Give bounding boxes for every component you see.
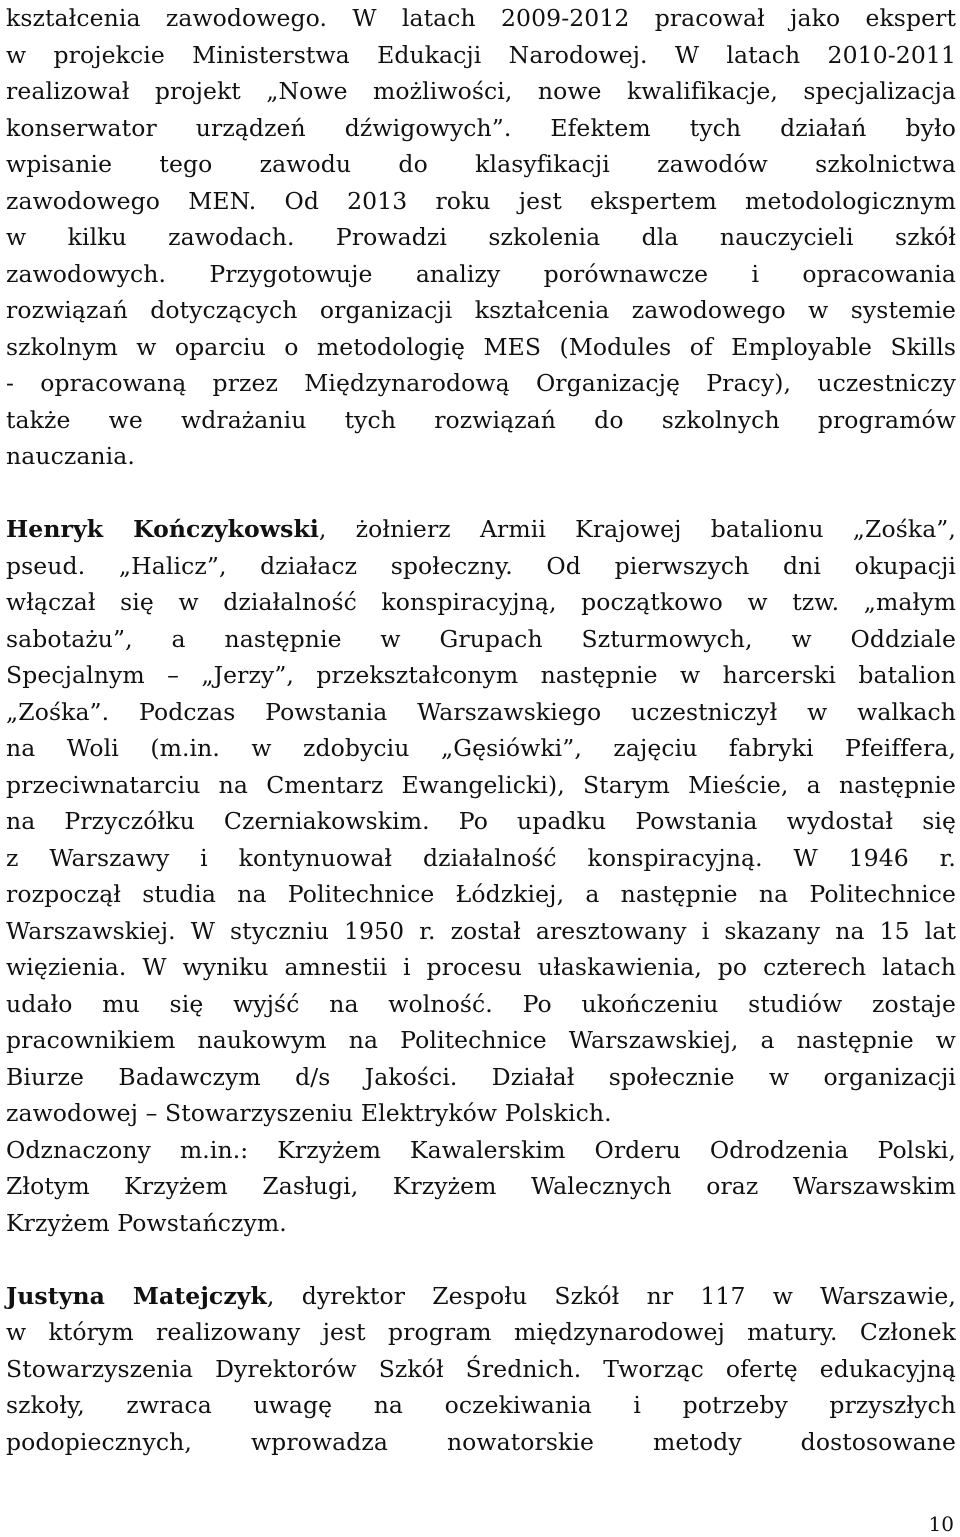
text-run: , dyrektor Zespołu Szkół nr 117 w Warszawie, <box>266 1281 956 1310</box>
text-line: zawodowego MEN. Od 2013 roku jest ekspertem metodologicznym <box>6 186 956 215</box>
paragraph-spacer <box>6 1241 956 1278</box>
page-number: 10 <box>928 1512 954 1536</box>
paragraph-3 <box>6 1278 956 1461</box>
text-line: nauczania. <box>6 442 135 470</box>
text-line: także we wdrażaniu tych rozwiązań do szkolnych programów <box>6 405 956 434</box>
text-line: w projekcie Ministerstwa Edukacji Narodowej. W latach 2010-2011 <box>6 40 956 69</box>
text-line: na Woli (m.in. w zdobyciu „Gęsiówki”, zajęciu fabryki Pfeiffera, <box>6 734 956 762</box>
text-line: kształcenia zawodowego. W latach 2009-2012 pracował jako ekspert <box>6 4 956 32</box>
text-line <box>6 1278 956 1315</box>
text-line: w kilku zawodach. Prowadzi szkolenia dla nauczycieli szkół <box>6 223 956 251</box>
text-line: pseud. „Halicz”, działacz społeczny. Od pierwszych dni okupacji <box>6 551 956 580</box>
text-line: Stowarzyszenia Dyrektorów Szkół Średnich. Tworząc ofertę edukacyjną <box>6 1354 956 1383</box>
text-line: udało mu się wyjść na wolność. Po ukończeniu studiów zostaje <box>6 989 956 1018</box>
text-line: Krzyżem Powstańczym. <box>6 1208 287 1237</box>
text-line: - opracowaną przez Międzynarodową Organizację Pracy), uczestniczy <box>6 369 956 397</box>
text-line: szkolnym w oparciu o metodologię MES (Modules of Employable Skills <box>6 332 956 361</box>
text-line: podopiecznych, wprowadza nowatorskie metody dostosowane <box>6 1427 956 1456</box>
text-line: Biurze Badawczym d/s Jakości. Działał społecznie w organizacji <box>6 1062 956 1091</box>
text-line: rozwiązań dotyczących organizacji kształcenia zawodowego w systemie <box>6 296 956 324</box>
text-line: „Zośka”. Podczas Powstania Warszawskiego uczestniczył w walkach <box>6 697 956 726</box>
text-line: więzienia. W wyniku amnestii i procesu ułaskawienia, po czterech latach <box>6 953 956 981</box>
text-line <box>6 511 956 548</box>
text-line: zawodowych. Przygotowuje analizy porównawcze i opracowania <box>6 259 956 288</box>
text-line: przeciwnatarciu na Cmentarz Ewangelicki), Starym Mieście, a następnie <box>6 770 956 799</box>
text-line: w którym realizowany jest program międzynarodowej matury. Członek <box>6 1318 956 1346</box>
text-line: pracownikiem naukowym na Politechnice Warszawskiej, a następnie w <box>6 1026 956 1054</box>
paragraph-spacer <box>6 475 956 512</box>
text-line: szkoły, zwraca uwagę na oczekiwania i potrzeby przyszłych <box>6 1391 956 1419</box>
text-line: z Warszawy i kontynuował działalność konspiracyjną. W 1946 r. <box>6 843 956 872</box>
text-line: realizował projekt „Nowe możliwości, nowe kwalifikacje, specjalizacja <box>6 77 956 105</box>
text-line: konserwator urządzeń dźwigowych”. Efektem tych działań było <box>6 113 956 142</box>
text-line: sabotażu”, a następnie w Grupach Szturmowych, w Oddziale <box>6 624 956 653</box>
text-line: rozpoczął studia na Politechnice Łódzkiej, a następnie na Politechnice <box>6 880 956 908</box>
text-line: Złotym Krzyżem Zasługi, Krzyżem Walecznych oraz Warszawskim <box>6 1172 956 1200</box>
text-line: włączał się w działalność konspiracyjną, początkowo w tzw. „małym <box>6 588 956 616</box>
paragraph-1 <box>6 0 956 475</box>
person-name: Justyna Matejczyk <box>6 1281 267 1310</box>
text-line: Specjalnym – „Jerzy”, przekształconym następnie w harcerski batalion <box>6 661 956 689</box>
paragraph-2 <box>6 511 956 1241</box>
text-run: , żołnierz Armii Krajowej batalionu „Zośka”, <box>318 515 956 543</box>
text-line: Odznaczony m.in.: Krzyżem Kawalerskim Orderu Odrodzenia Polski, <box>6 1135 956 1164</box>
text-line: wpisanie tego zawodu do klasyfikacji zawodów szkolnictwa <box>6 150 956 178</box>
text-line: Warszawskiej. W styczniu 1950 r. został aresztowany i skazany na 15 lat <box>6 916 956 945</box>
person-name: Henryk Kończykowski <box>6 515 319 543</box>
text-line: zawodowej – Stowarzyszeniu Elektryków Polskich. <box>6 1099 612 1127</box>
document-page <box>6 0 956 1460</box>
text-line: na Przyczółku Czerniakowskim. Po upadku Powstania wydostał się <box>6 807 956 835</box>
